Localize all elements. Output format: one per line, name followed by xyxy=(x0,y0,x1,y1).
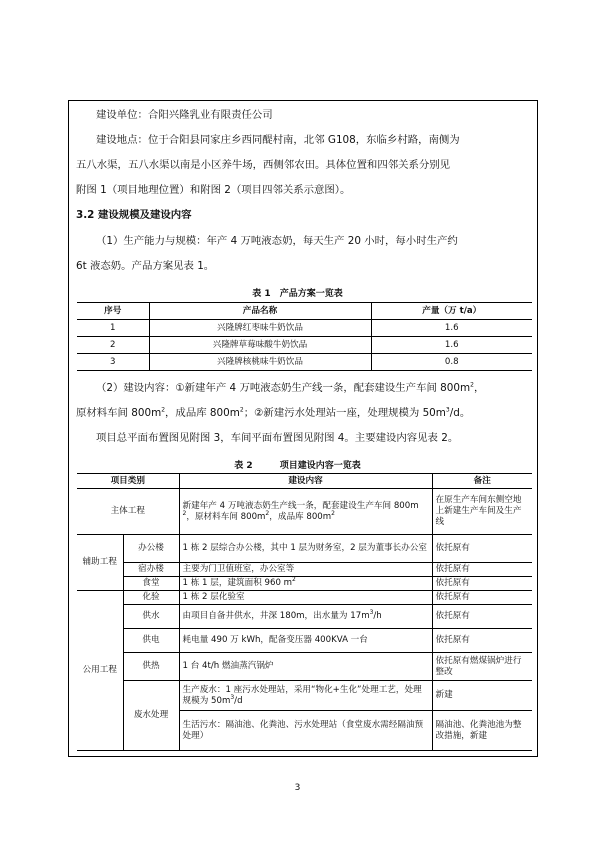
table-row xyxy=(77,681,532,711)
superscript: 3 xyxy=(369,609,374,617)
superscript: 3 xyxy=(445,406,450,414)
content-text: 1 栋 1 层，建筑面积 960 m xyxy=(182,578,293,588)
table-cell: 3 xyxy=(77,354,149,371)
section-heading: 3.2 建设规模及建设内容 xyxy=(76,209,192,221)
content-text: /d。 xyxy=(449,407,471,419)
table-cell: 依托原有 xyxy=(432,591,532,605)
subcategory-cell: 宿办楼 xyxy=(123,563,179,577)
table-row xyxy=(77,320,532,337)
content-text: ，原材料车间 800m xyxy=(186,511,266,522)
table-cell xyxy=(179,681,432,711)
location-line-2: 五八水渠，五八水渠以南是小区养牛场，西侧邻农田。具体位置和四邻关系分别见 xyxy=(76,159,451,171)
superscript: 2 xyxy=(182,509,187,517)
table-cell: 新建 xyxy=(432,681,532,711)
superscript: 2 xyxy=(239,406,244,414)
construction-table xyxy=(77,473,532,751)
header-cell: 项目类别 xyxy=(77,474,179,489)
superscript: 2 xyxy=(265,509,270,517)
content-text: /h xyxy=(373,611,382,621)
capacity-line-1: （1）生产能力与规模：年产 4 万吨液态奶，每天生产 20 小时，每小时生产约 xyxy=(96,235,458,247)
table-header-row xyxy=(77,303,532,320)
table2-caption: 表 2 项目建设内容一览表 xyxy=(234,461,361,471)
superscript: 2 xyxy=(161,406,166,414)
table-cell: 1 xyxy=(77,320,149,337)
subcategory-cell: 食堂 xyxy=(123,577,179,591)
category-cell: 公用工程 xyxy=(77,591,123,751)
header-cell: 序号 xyxy=(77,303,149,320)
content-line-1 xyxy=(96,381,484,395)
table-cell: 1.6 xyxy=(371,337,532,354)
content-text: 由项目自备井供水，井深 180m，出水量为 17m xyxy=(182,611,370,621)
page-number: 3 xyxy=(294,783,301,793)
table-header-row xyxy=(77,474,532,489)
superscript: 2 xyxy=(331,509,335,517)
content-line-2 xyxy=(76,406,470,420)
content-text: （2）建设内容：①新建年产 4 万吨液态奶生产线一条，配套建设生产车间 800m xyxy=(96,382,471,394)
table-cell xyxy=(179,605,432,629)
construction-unit: 建设单位：合阳兴隆乳业有限责任公司 xyxy=(96,109,273,121)
subcategory-cell: 化验 xyxy=(123,591,179,605)
content-text: 原材料车间 800m xyxy=(76,407,162,419)
capacity-line-2: 6t 液态奶。产品方案见表 1。 xyxy=(76,260,215,272)
table-cell xyxy=(179,489,432,535)
subcategory-cell: 供热 xyxy=(123,653,179,681)
table-row xyxy=(77,653,532,681)
table-cell: 1 台 4t/h 燃油蒸汽锅炉 xyxy=(179,653,432,681)
content-text: /d xyxy=(234,695,243,706)
content-text: ， xyxy=(473,382,485,394)
table-cell: 兴隆牌核桃味牛奶饮品 xyxy=(149,354,371,371)
category-cell: 主体工程 xyxy=(77,489,179,535)
content-text: 生产废水：1 座污水处理站，采用“物化+生化”处理工艺，处理规模为 50m xyxy=(182,684,422,706)
table-cell: 1.6 xyxy=(371,320,532,337)
table-cell: 2 xyxy=(77,337,149,354)
table-row xyxy=(77,629,532,653)
location-line-1: 建设地点：位于合阳县同家庄乡西同醍村南，北邻 G108，东临乡村路，南侧为 xyxy=(96,134,460,146)
header-cell: 建设内容 xyxy=(179,474,432,489)
location-line-3: 附图 1（项目地理位置）和附图 2（项目四邻关系示意图）。 xyxy=(76,184,351,196)
content-text: ，成品库 800m xyxy=(165,407,240,419)
table-row xyxy=(77,535,532,563)
header-cell: 备注 xyxy=(432,474,532,489)
table-cell: 1 栋 2 层化验室 xyxy=(179,591,432,605)
table-cell: 在原生产车间东侧空地上新建生产车间及生产线 xyxy=(432,489,532,535)
table-row xyxy=(77,489,532,535)
content-text: ，成品库 800m xyxy=(269,511,332,522)
header-cell: 产品名称 xyxy=(149,303,371,320)
table-cell: 依托原有 xyxy=(432,605,532,629)
table-cell: 依托原有 xyxy=(432,577,532,591)
table-cell: 耗电量 490 万 kWh，配备变压器 400KVA 一台 xyxy=(179,629,432,653)
table-cell: 兴隆牌草莓味酸牛奶饮品 xyxy=(149,337,371,354)
subcategory-cell: 供水 xyxy=(123,605,179,629)
header-cell: 产量（万 t/a） xyxy=(371,303,532,320)
table-row xyxy=(77,577,532,591)
content-line-3: 项目总平面布置图见附图 3，车间平面布置图见附图 4。主要建设内容见表 2。 xyxy=(96,432,459,444)
category-cell: 辅助工程 xyxy=(77,535,123,591)
table-cell: 主要为门卫值班室，办公室等 xyxy=(179,563,432,577)
product-table xyxy=(77,302,532,371)
table-cell: 依托原有 xyxy=(432,563,532,577)
subcategory-cell: 供电 xyxy=(123,629,179,653)
content-text: 新建年产 4 万吨液态奶生产线一条，配套建设生产车间 800m xyxy=(182,500,419,511)
table-cell: 依托原有 xyxy=(432,629,532,653)
table-cell: 依托原有 xyxy=(432,535,532,563)
content-text: ；②新建污水处理站一座，处理规模为 50m xyxy=(243,407,446,419)
subcategory-cell: 废水处理 xyxy=(123,681,179,751)
table-cell: 兴隆牌红枣味牛奶饮品 xyxy=(149,320,371,337)
table-row xyxy=(77,337,532,354)
superscript: 3 xyxy=(230,693,235,701)
table-row xyxy=(77,354,532,371)
table-cell: 1 栋 2 层综合办公楼，其中 1 层为财务室，2 层为董事长办公室 xyxy=(179,535,432,563)
table-cell: 0.8 xyxy=(371,354,532,371)
table-cell: 依托原有燃煤锅炉进行整改 xyxy=(432,653,532,681)
table-row xyxy=(77,605,532,629)
table-row xyxy=(77,563,532,577)
superscript: 2 xyxy=(470,381,474,389)
subcategory-cell: 办公楼 xyxy=(123,535,179,563)
superscript: 2 xyxy=(292,576,296,584)
table-row xyxy=(77,591,532,605)
table-cell xyxy=(179,577,432,591)
table1-caption: 表 1 产品方案一览表 xyxy=(252,289,343,299)
table-cell: 生活污水：隔油池、化粪池、污水处理站（食堂废水需经隔油预处理） xyxy=(179,711,432,751)
table-cell: 隔油池、化粪池池为整改措施，新建 xyxy=(432,711,532,751)
